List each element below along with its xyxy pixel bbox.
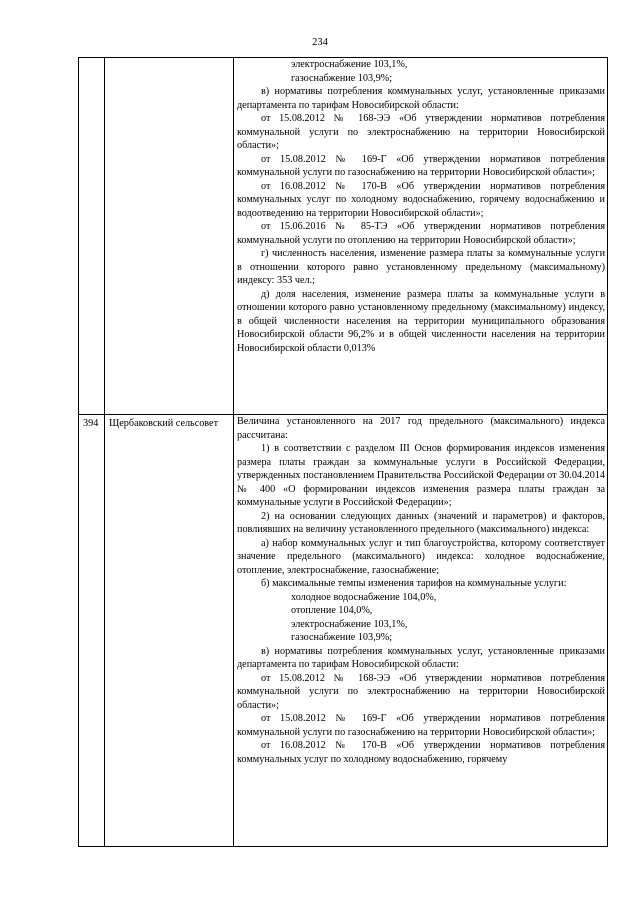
paragraph: г) численность населения, изменение размера платы за коммунальные услуги в отношении которого равно установленному предельному (максимальному) индексу: 353 чел.; <box>237 248 606 286</box>
table-row <box>79 415 608 847</box>
paragraph: от 15.08.2012 № 168-ЭЭ «Об утверждении нормативов потребления коммунальной услуги по электроснабжению на территории Новосибирской области»; <box>237 672 606 711</box>
paragraph: в) нормативы потребления коммунальных услуг, установленные приказами департамента по тарифам Новосибирской области: <box>237 645 606 670</box>
paragraph: от 15.08.2012 № 169-Г «Об утверждении нормативов потребления коммунальной услуги по газоснабжению на территории Новосибирской области»; <box>237 153 606 178</box>
page-number: 234 <box>312 37 328 48</box>
description-cell <box>234 415 608 847</box>
paragraph: от 15.08.2012 № 168-ЭЭ «Об утверждении нормативов потребления коммунальной услуги по электроснабжению на территории Новосибирской области»; <box>237 113 606 151</box>
table-row <box>79 58 608 415</box>
municipality-name-cell <box>105 58 234 415</box>
paragraph: Величина установленного на 2017 год предельного (максимального) индекса рассчитана: <box>237 416 606 441</box>
list-item: электроснабжение 103,1%, <box>291 618 408 630</box>
list-item: газоснабжение 103,9%; <box>291 72 393 84</box>
row-number-cell <box>79 58 105 415</box>
paragraph: от 15.08.2012 № 169-Г «Об утверждении нормативов потребления коммунальной услуги по газоснабжению на территории Новосибирской области»; <box>237 713 606 738</box>
list-item: холодное водоснабжение 104,0%, <box>291 591 437 603</box>
municipality-name-cell: Щербаковский сельсовет <box>105 415 234 847</box>
paragraph: в) нормативы потребления коммунальных услуг, установленные приказами департамента по тарифам Новосибирской области: <box>237 86 606 111</box>
list-item: отопление 104,0%, <box>291 605 373 616</box>
description-cell <box>234 58 608 415</box>
row-number-cell: 394 <box>79 415 105 847</box>
paragraph: 1) в соответствии с разделом III Основ формирования индексов изменения размера платы граждан за коммунальные услуги в Российской Федерации, утвержденных постановлением Правительства Российской Федерации от 30.04.2014 № 400 «О формировании индексов изменения размера платы граждан за коммунальные услуги в Российской Федерации»; <box>237 443 606 508</box>
paragraph: 2) на основании следующих данных (значений и параметров) и факторов, повлиявших на величину установленного предельного (максимального) индекса: <box>237 510 606 535</box>
paragraph: от 16.08.2012 № 170-В «Об утверждении нормативов потребления коммунальных услуг по холодному водоснабжению, горячему водоснабжению и водоотведению на территории Новосибирской области»; <box>237 180 606 219</box>
document-table <box>78 57 608 847</box>
paragraph: а) набор коммунальных услуг и тип благоустройства, которому соответствует значение предельного (максимального) индекса: холодное водоснабжение, отопление, электроснабжение, газоснабжение; <box>237 537 606 576</box>
paragraph: от 16.08.2012 № 170-В «Об утверждении нормативов потребления коммунальных услуг по холодному водоснабжению, горячему <box>237 740 606 765</box>
paragraph: от 15.06.2016 № 85-ТЭ «Об утверждении нормативов потребления коммунальной услуги по отоплению на территории Новосибирской области»; <box>237 221 606 246</box>
paragraph: д) доля населения, изменение размера платы за коммунальные услуги в отношении которого равно установленному предельному (максимальному) индексу, в общей численности населения на территории муниципального образования Новосибирской области 96,2% и в общей численности населения на территории Новосибирской области 0,013% <box>237 288 606 354</box>
list-item: электроснабжение 103,1%, <box>291 59 408 70</box>
paragraph: б) максимальные темпы изменения тарифов на коммунальные услуги: <box>261 578 567 589</box>
list-item: газоснабжение 103,9%; <box>291 632 393 643</box>
